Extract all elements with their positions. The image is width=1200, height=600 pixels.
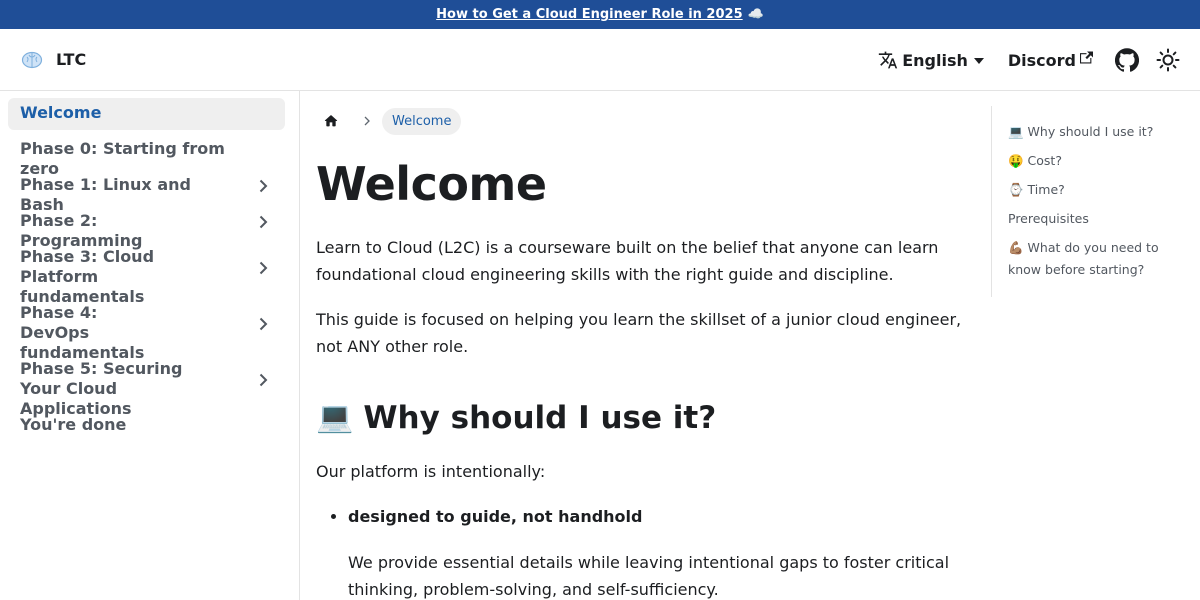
sidebar-item-welcome[interactable] [8,98,285,130]
focus-paragraph: This guide is focused on helping you learn the skillset of a junior cloud engineer, not ANY other role. [316,310,962,356]
chevron-right-icon [362,116,372,126]
sidebar-item-label: Phase 2: Programming [20,211,143,250]
github-icon[interactable] [1115,48,1139,72]
sidebar-item-phase-3[interactable] [8,242,285,306]
chevron-right-icon[interactable] [255,260,271,276]
sidebar-item-phase-4[interactable] [8,298,285,362]
cloud-emoji: ☁️ [747,7,764,22]
chevron-right-icon[interactable] [255,372,271,388]
sidebar [0,91,300,600]
toc-item-time[interactable]: ⌚ Time? [1008,182,1065,197]
chevron-right-icon[interactable] [255,178,271,194]
section-heading [316,398,990,438]
navbar [0,29,1200,91]
home-icon[interactable] [316,106,346,136]
sidebar-item-label: Phase 3: Cloud Platform fundamentals [20,247,155,306]
intro-paragraph: Learn to Cloud (L2C) is a courseware built on the belief that anyone can learn foundational cloud engineering skills with the right guide and discipline. [316,238,939,284]
feature-list [316,503,990,530]
brand-title: LTC [56,50,87,69]
sidebar-item-label: Welcome [20,103,102,122]
discord-link[interactable] [1008,51,1093,70]
caret-down-icon [974,58,984,64]
laptop-emoji: 💻 [316,400,354,435]
sidebar-item-done[interactable] [8,410,285,442]
sidebar-item-label: Phase 5: Securing Your Cloud Applications [20,359,183,418]
toc-item-know-before[interactable]: 💪🏽 What do you need to know before starting? [1008,240,1159,277]
translate-icon [878,50,898,70]
sidebar-item-phase-2[interactable] [8,206,285,250]
breadcrumb [316,106,990,136]
announcement-link[interactable]: How to Get a Cloud Engineer Role in 2025 [436,7,743,22]
platform-paragraph: Our platform is intentionally: [316,462,546,481]
theme-toggle-icon[interactable] [1156,48,1180,72]
sidebar-item-label: Phase 0: Starting from zero [20,139,225,178]
sidebar-item-label: You're done [20,415,127,434]
toc-item-cost[interactable]: 🤑 Cost? [1008,153,1062,168]
sidebar-item-phase-0[interactable] [8,134,285,178]
main-content [300,91,990,600]
sidebar-item-phase-5[interactable] [8,354,285,418]
chevron-right-icon[interactable] [255,214,271,230]
toc-item-why[interactable]: 💻 Why should I use it? [1008,124,1154,139]
announcement-bar [0,0,1200,29]
toc-item-prerequisites[interactable]: Prerequisites [1008,211,1089,226]
chevron-right-icon[interactable] [255,316,271,332]
list-item-description: We provide essential details while leaving intentional gaps to foster critical thinking, problem-solving, and self-sufficiency. [348,553,950,599]
discord-label: Discord [1007,50,1076,70]
table-of-contents [991,106,1181,297]
brain-logo-icon [20,48,44,72]
list-item: • designed to guide, not handhold [348,503,990,530]
sidebar-item-label: Phase 4: DevOps fundamentals [20,303,145,362]
sidebar-item-phase-1[interactable] [8,170,285,214]
language-label: English [902,50,968,70]
section-title: Why should I use it? [363,400,717,436]
breadcrumb-current: Welcome [382,108,461,135]
sidebar-item-label: Phase 1: Linux and Bash [20,175,191,214]
external-link-icon [1080,51,1093,64]
language-dropdown[interactable] [878,50,984,70]
navbar-right [878,29,1180,91]
page-title: Welcome [316,157,547,211]
brand-link[interactable] [20,48,86,72]
